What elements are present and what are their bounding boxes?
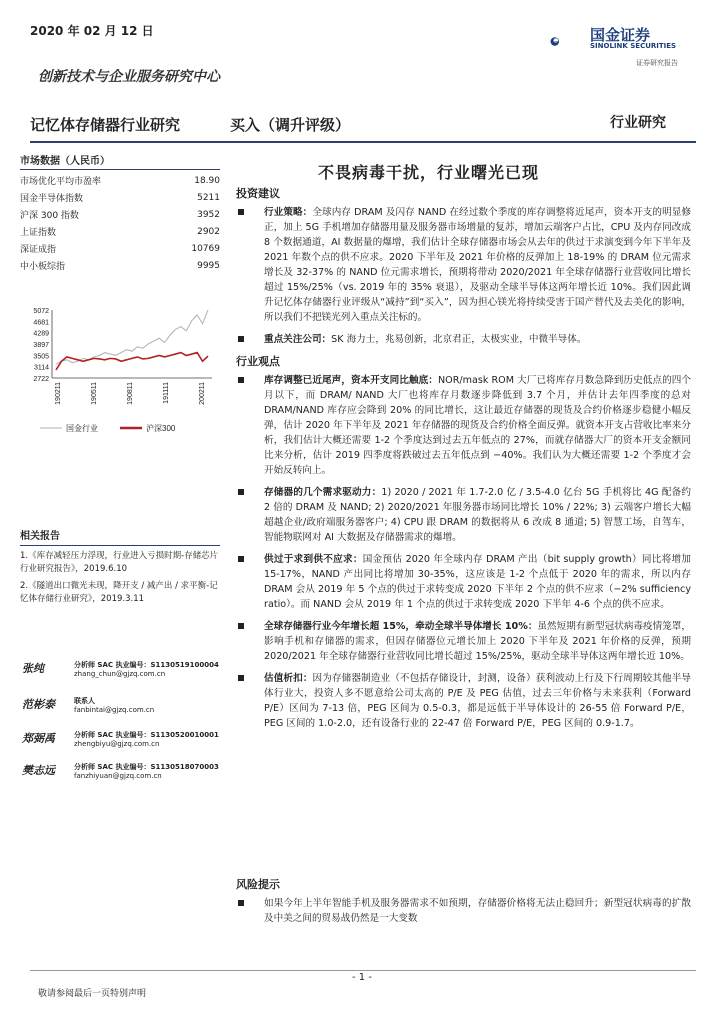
market-row: [20, 223, 220, 240]
footer-note: 敬请参阅最后一页特别声明: [38, 989, 147, 999]
market-label: 上证指数: [20, 228, 57, 238]
market-row: [20, 206, 220, 223]
analyst-role: 分析师 SAC 执业编号：S1130519100004: [74, 661, 219, 669]
legend-label: 沪深300: [146, 424, 176, 433]
y-tick-label: 3897: [33, 342, 49, 349]
analyst-email[interactable]: zhengbiyu@gjzq.com.cn: [74, 740, 160, 748]
x-tick-label: 200211: [199, 382, 206, 405]
analyst-name: 范彬泰: [22, 698, 55, 711]
y-tick-label: 3114: [33, 364, 49, 372]
y-tick-label: 2722: [33, 376, 49, 383]
market-value: 9995: [197, 260, 220, 271]
analyst-email[interactable]: fanzhiyuan@gjzq.com.cn: [74, 772, 162, 780]
category: 行业研究: [610, 115, 666, 131]
x-tick-label: 190211: [55, 382, 62, 405]
report-date: 2020 年 02 月 12 日: [30, 24, 154, 38]
logo-english: SINOLINK SECURITIES: [590, 42, 677, 50]
header-divider: [30, 141, 696, 143]
bullet-text: NOR/mask ROM 大厂已将库存月数急降到历史低点的四个月以下，而 DRAM/ NAND 大厂也将库存月数逐步降低到 3.7 个月，并估计去年四季度的总对 DRAM/NAND 库存应会降到 20% 的同比增长，这让最近存储器的现货及合约价格逐步稳健小幅反弹，估计 2020 年下半年及 2021 年存储器的现货及合约价格全面反弹。就资本开支占营收比率来分析，我们估计大概还需要 1-2 个季度达到过去五年低点的 27%，而就存储器大厂的资本开支金额同比来分析，估计 2019 四季度将跌破过去五年低点到 −40%。我们认为大概还需要 1-2 个季度才会开始反转向上。: [264, 375, 692, 476]
analyst-name: 张纯: [22, 662, 44, 675]
bullet-head: 行业策略：: [264, 207, 313, 218]
report-type-label: 证券研究报告: [636, 59, 678, 67]
bullet-head: 估值析扣：: [264, 673, 313, 684]
footer-divider: [30, 970, 696, 971]
bullet-valuation: [236, 671, 691, 731]
market-row: [20, 240, 220, 257]
bullet-icon: [238, 623, 244, 629]
bullet-companies: [236, 332, 691, 347]
market-row: [20, 172, 220, 189]
risk-title: 风险提示: [236, 878, 280, 891]
bullet-icon: [238, 336, 244, 342]
y-tick-label: 4289: [33, 330, 49, 338]
market-label: 中小板综指: [20, 262, 66, 272]
bullet-text: 全球内存 DRAM 及闪存 NAND 在经过数个季度的库存调整将近尾声，资本开支的明显修正，加上 5G 手机增加存储器用量及服务器市场增量的复苏，增加云端客户占比，CPU 及内存同改成 8 个数据通道，AI 数据量的爆增，我们估计全球存储器市场会从去年的供过于求演变到今年下半年及 2021 年数个点的供不应求。2020 下半年及 2021 年价格的反弹加上 18-19% 的 DRAM 位元需求增长及 32-37% 的 NAND 位元需求增长，预期将带动 2020/2021 年全球存储器行业营收同比增长超过 15%/25%（vs. 2019 年的 35% 衰退），及驱动全球半导体这两年增长近 10%。我们因此调升记忆体存储器行业评级从“减持”到“买入”，因为担心镁光将持续受害于国产替代及去美化的影响，所以我们不把镁光列入重点关注标的。: [264, 207, 692, 323]
analyst-role: 分析师 SAC 执业编号：S1130520010001: [74, 731, 219, 739]
bullet-growth: [236, 619, 691, 664]
analyst-name: 郑弼禹: [22, 732, 55, 745]
market-data-title: 市场数据（人民币）: [20, 152, 220, 170]
main-content: [236, 186, 691, 738]
index-chart: [20, 300, 220, 450]
bullet-head: 重点关注公司：: [264, 334, 332, 345]
bullet-text: 虽然短期有新型冠状病毒疫情笼罩，影响手机和存储器的需求，但因存储器位元增长加上 2020 下半年及 2021 年价格的反弹，预期 2020/2021 年全球存储器行业营收同比增长超过 15%/25%，驱动全球半导体这两年增长近 10%。: [264, 621, 692, 662]
bullet-drivers: [236, 485, 691, 545]
market-data-panel: [20, 152, 220, 274]
market-value: 5211: [197, 192, 220, 203]
market-label: 深证成指: [20, 245, 57, 255]
section-investment: 投资建议: [236, 187, 280, 200]
market-label: 沪深 300 指数: [20, 211, 79, 221]
bullet-icon: [238, 377, 244, 383]
bullet-supply: [236, 552, 691, 612]
bullet-text: 如果今年上半年智能手机及服务器需求不如预期，存储器价格将无法止稳回升；新型冠状病毒的扩散及中美之间的贸易战仍然是一大变数: [264, 898, 691, 924]
related-title: 相关报告: [20, 530, 220, 546]
analyst-role: 分析师 SAC 执业编号：S1130518070003: [74, 763, 219, 771]
x-tick-label: 190511: [91, 382, 98, 405]
bullet-strategy: [236, 205, 691, 325]
bullet-icon: [238, 489, 244, 495]
series-line: [56, 353, 208, 370]
market-value: 10769: [191, 243, 220, 254]
market-value: 3952: [197, 209, 220, 220]
bullet-text: 国金预估 2020 年全球内存 DRAM 产出（bit supply growth）同比将增加 15-17%，NAND 产出同比将增加 30-35%，这应该是 1-2 个点低于 2020 年的需求，所以内存 DRAM 会从 2019 年 5 个点的供过于求转变成 2020 下半年 2 个点的供不应求（−2% sufficiency ratio）。而 NAND 会从 2019 年 1 个点的供过于求转变成 2020 下半年 4-6 个点的供不应求。: [264, 554, 692, 610]
logo-text: 国金证券: [590, 26, 651, 44]
analyst-role: 联系人: [74, 697, 95, 705]
bullet-text: SK 海力士，兆易创新，北京君正，太极实业，中微半导体。: [331, 334, 587, 345]
market-label: 国金半导体指数: [20, 194, 84, 204]
page-number: - 1 -: [352, 972, 372, 983]
bullet-icon: [238, 675, 244, 681]
analyst-name: 樊志远: [22, 764, 55, 777]
series-line: [56, 310, 208, 364]
market-value: 2902: [197, 226, 220, 237]
related-reports: [20, 530, 220, 606]
analyst-email[interactable]: fanbintai@gjzq.com.cn: [74, 706, 155, 714]
bullet-risk: [236, 896, 691, 926]
related-item[interactable]: 1.《库存减轻压力浮现，行业进入亏损时期-存储芯片行业研究报告》，2019.6.10: [20, 551, 219, 574]
main-title: 不畏病毒干扰，行业曙光已现: [318, 163, 540, 182]
bullet-icon: [238, 900, 244, 906]
market-row: [20, 257, 220, 274]
bullet-icon: [238, 209, 244, 215]
market-label: 市场优化平均市盈率: [20, 177, 102, 187]
bullet-head: 全球存储器行业今年增长超 15%，牵动全球半导体增长 10%：: [264, 621, 538, 632]
rating: 买入（调升评级）: [230, 116, 351, 134]
y-tick-label: 3505: [33, 353, 49, 361]
legend-label: 国金行业: [66, 424, 98, 433]
y-tick-label: 4681: [33, 319, 49, 327]
market-value: 18.90: [194, 175, 220, 186]
x-tick-label: 191111: [163, 382, 170, 404]
y-tick-label: 5072: [33, 308, 49, 315]
report-title: 记忆体存储器行业研究: [30, 116, 181, 134]
bullet-icon: [238, 556, 244, 562]
analyst-email[interactable]: zhang_chun@gjzq.com.cn: [74, 670, 166, 678]
risk-content: [236, 896, 691, 933]
related-item[interactable]: 2.《隧道出口微光未现，降开支 / 减产出 / 求平衡-记忆体存储行业研究》，2019.3.11: [20, 581, 218, 604]
company-logo: [550, 22, 590, 62]
bullet-head: 供过于求到供不应求：: [264, 554, 363, 565]
section-views: 行业观点: [236, 355, 280, 368]
bullet-text: 因为存储器制造业（不包括存储设计，封测，设备）获利波动上行及下行周期较其他半导体行业大，投资人多不愿意给公司太高的 P/E 及 PEG 估值，过去三年价格与未来获利（Forward P/E）区间为 7-13 倍，PEG 区间为 0.5-0.3，都是远低于半导体设计的 26-55 倍 Forward P/E，PEG 区间的 1.0-2.0，还有设备行业的 22-47 倍 Forward P/E，PEG 区间的 0.9-1.7。: [264, 673, 692, 729]
bullet-head: 存储器的几个需求驱动力：: [264, 487, 382, 498]
bullet-head: 库存调整已近尾声，资本开支同比触底：: [264, 375, 438, 386]
research-center: 创新技术与企业服务研究中心: [38, 69, 220, 85]
bullet-text: 1) 2020 / 2021 年 1.7-2.0 亿 / 3.5-4.0 亿台 5G 手机将比 4G 配备约 2 倍的 DRAM 及 NAND; 2) 2020/2021 年服务器市场同比增长 10% / 22%; 3) 云端客户增长大幅超越企业/政府端服务器客户; 4) CPU 跟 DRAM 的数据将从 6 改成 8 通道; 5) 智慧工场，自驾车，智能物联网对 AI 大数据及存储器需求的爆增。: [264, 487, 691, 543]
bullet-inventory: [236, 373, 691, 478]
x-tick-label: 190811: [127, 382, 134, 405]
market-row: [20, 189, 220, 206]
